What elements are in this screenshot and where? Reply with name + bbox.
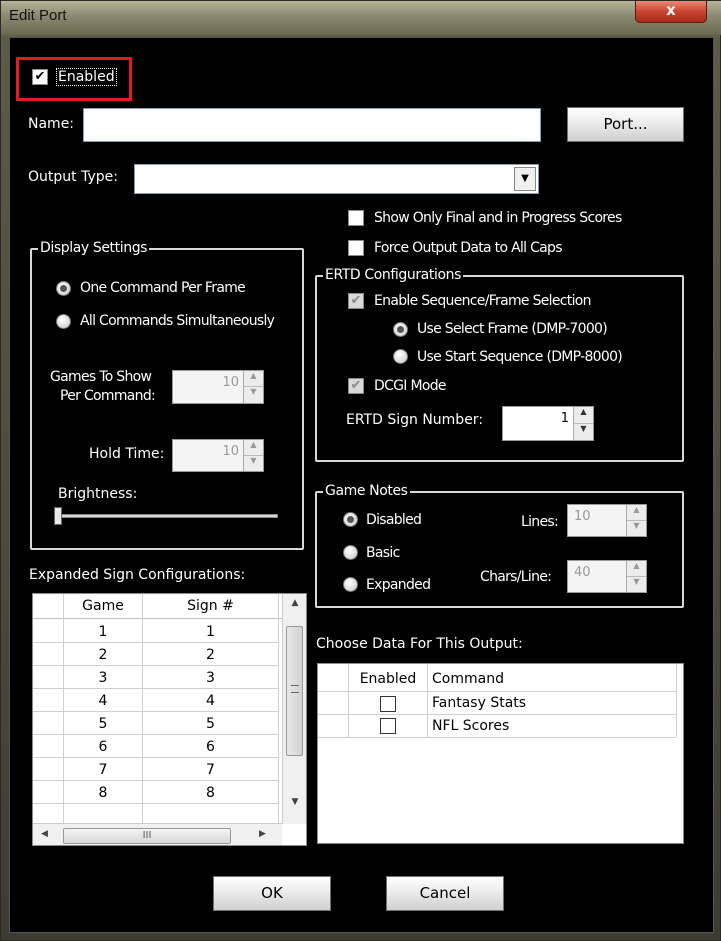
force-caps-label: Force Output Data to All Caps — [374, 240, 562, 256]
row-divider — [33, 803, 278, 804]
display-settings-title: Display Settings — [40, 240, 148, 256]
hold-time-value: 10 — [222, 444, 239, 459]
brightness-slider-track[interactable] — [56, 514, 278, 518]
notes-expanded-radio[interactable] — [343, 577, 358, 592]
chevron-up-icon[interactable]: ▲ — [243, 371, 263, 387]
chars-line-value: 40 — [574, 565, 591, 580]
show-final-checkbox[interactable] — [348, 210, 364, 226]
column-header-game[interactable]: Game — [82, 598, 124, 614]
lines-label: Lines: — [521, 514, 558, 530]
nfl-scores-command: NFL Scores — [432, 718, 510, 734]
games-to-show-label-2: Per Command: — [60, 388, 156, 404]
chevron-up-icon[interactable]: ▲ — [626, 505, 646, 521]
scroll-down-icon[interactable]: ▼ — [291, 797, 299, 807]
enable-sequence-label: Enable Sequence/Frame Selection — [374, 293, 591, 309]
cell-game: 6 — [98, 739, 108, 755]
expanded-sign-grid[interactable] — [32, 593, 307, 846]
cell-game: 4 — [98, 693, 108, 709]
cell-game: 2 — [98, 647, 108, 663]
expanded-sign-label: Expanded Sign Configurations: — [29, 567, 246, 583]
row-divider — [33, 780, 278, 781]
close-button[interactable] — [635, 1, 707, 23]
brightness-slider-thumb[interactable] — [54, 507, 62, 525]
cell-sign: 6 — [206, 739, 215, 755]
output-type-label: Output Type: — [28, 169, 118, 185]
radio-all-commands[interactable] — [56, 314, 71, 329]
column-header-sign[interactable]: Sign # — [187, 598, 234, 614]
cell-sign: 7 — [206, 762, 215, 778]
chevron-up-icon[interactable]: ▲ — [243, 440, 263, 456]
scroll-thumb[interactable] — [286, 626, 303, 756]
notes-basic-label: Basic — [366, 545, 400, 561]
vertical-scrollbar[interactable] — [282, 594, 306, 824]
games-to-show-label-1: Games To Show — [50, 369, 152, 385]
dialog-client-area — [9, 37, 714, 933]
cancel-button[interactable]: Cancel — [386, 876, 504, 911]
use-select-frame-label: Use Select Frame (DMP-7000) — [417, 321, 608, 337]
horizontal-scrollbar[interactable] — [33, 823, 282, 846]
chevron-down-icon[interactable]: ▼ — [514, 167, 536, 191]
grip-icon — [291, 685, 299, 693]
scroll-left-icon[interactable]: ◀ — [41, 829, 48, 839]
chevron-down-icon[interactable]: ▼ — [626, 577, 646, 593]
output-type-select[interactable] — [134, 164, 539, 194]
fantasy-stats-command: Fantasy Stats — [432, 695, 527, 711]
cell-sign: 8 — [206, 785, 215, 801]
title-bar[interactable] — [1, 1, 721, 35]
show-final-label: Show Only Final and in Progress Scores — [374, 210, 622, 226]
choose-data-grid[interactable] — [317, 663, 684, 844]
chars-line-label: Chars/Line: — [480, 569, 552, 585]
name-input[interactable] — [83, 108, 541, 142]
row-divider — [318, 714, 676, 715]
enabled-checkbox[interactable]: ✔ — [32, 69, 48, 85]
column-header-command[interactable]: Command — [432, 671, 504, 687]
brightness-label: Brightness: — [58, 486, 138, 502]
chevron-up-icon[interactable]: ▲ — [626, 561, 646, 577]
column-header-enabled[interactable]: Enabled — [359, 671, 417, 687]
use-select-frame-radio[interactable] — [393, 322, 408, 337]
cell-sign: 3 — [206, 670, 215, 686]
row-divider — [33, 642, 278, 643]
game-notes-title: Game Notes — [325, 483, 408, 499]
cell-game: 7 — [98, 762, 108, 778]
cell-sign: 5 — [206, 716, 215, 732]
use-start-sequence-radio[interactable] — [393, 349, 408, 364]
games-to-show-stepper[interactable] — [172, 370, 264, 404]
name-label: Name: — [28, 116, 75, 132]
ok-button[interactable]: OK — [213, 876, 331, 911]
sign-number-stepper[interactable] — [502, 406, 594, 441]
use-start-sequence-label: Use Start Sequence (DMP-8000) — [417, 349, 623, 365]
hscroll-thumb[interactable] — [63, 828, 231, 844]
notes-disabled-radio[interactable] — [343, 512, 358, 527]
enabled-label: Enabled — [58, 69, 115, 85]
close-icon: x — [666, 1, 676, 19]
hold-time-stepper[interactable] — [172, 439, 264, 472]
dcgi-mode-label: DCGI Mode — [374, 378, 446, 394]
row-divider — [318, 737, 676, 738]
radio-one-command-label: One Command Per Frame — [80, 280, 246, 296]
port-button[interactable]: Port... — [567, 107, 684, 142]
chars-line-stepper[interactable] — [567, 560, 647, 593]
cell-game: 1 — [98, 624, 108, 640]
scroll-up-icon[interactable]: ▲ — [291, 598, 299, 608]
notes-disabled-label: Disabled — [366, 512, 422, 528]
hold-time-label: Hold Time: — [89, 446, 165, 462]
grid-divider — [278, 594, 279, 834]
choose-data-label: Choose Data For This Output: — [316, 636, 523, 652]
force-caps-checkbox[interactable] — [348, 240, 364, 256]
dcgi-mode-checkbox[interactable]: ✔ — [348, 378, 364, 394]
row-divider — [33, 688, 278, 689]
radio-all-commands-label: All Commands Simultaneously — [80, 313, 275, 329]
row-divider — [33, 711, 278, 712]
lines-stepper[interactable] — [567, 504, 647, 537]
notes-basic-radio[interactable] — [343, 545, 358, 560]
ertd-title: ERTD Configurations — [325, 267, 461, 283]
radio-one-command[interactable] — [56, 281, 71, 296]
scroll-right-icon[interactable]: ▶ — [259, 829, 266, 839]
cell-sign: 4 — [206, 693, 215, 709]
row-divider — [33, 757, 278, 758]
fantasy-stats-checkbox[interactable] — [380, 696, 396, 712]
cell-game: 5 — [98, 716, 108, 732]
enable-sequence-checkbox[interactable]: ✔ — [348, 293, 364, 309]
games-to-show-value: 10 — [222, 375, 239, 390]
sign-number-value: 1 — [560, 411, 569, 426]
chevron-down-icon[interactable]: ▼ — [243, 387, 263, 403]
grid-divider — [676, 664, 677, 737]
cell-sign: 2 — [206, 647, 215, 663]
cell-sign: 1 — [206, 624, 215, 640]
hscroll-grip: III — [142, 830, 152, 841]
cell-game: 8 — [98, 785, 108, 801]
chevron-down-icon[interactable]: ▼ — [573, 424, 593, 441]
chevron-up-icon[interactable]: ▲ — [573, 407, 593, 424]
lines-value: 10 — [574, 509, 591, 524]
row-divider — [33, 734, 278, 735]
row-divider — [318, 691, 676, 692]
chevron-down-icon[interactable]: ▼ — [626, 521, 646, 537]
notes-expanded-label: Expanded — [366, 577, 431, 593]
chevron-down-icon[interactable]: ▼ — [243, 456, 263, 472]
sign-number-label: ERTD Sign Number: — [346, 412, 484, 428]
row-divider — [33, 665, 278, 666]
nfl-scores-checkbox[interactable] — [380, 718, 396, 734]
window-title: Edit Port — [9, 7, 67, 24]
grid-divider — [427, 664, 428, 737]
cell-game: 3 — [98, 670, 108, 686]
